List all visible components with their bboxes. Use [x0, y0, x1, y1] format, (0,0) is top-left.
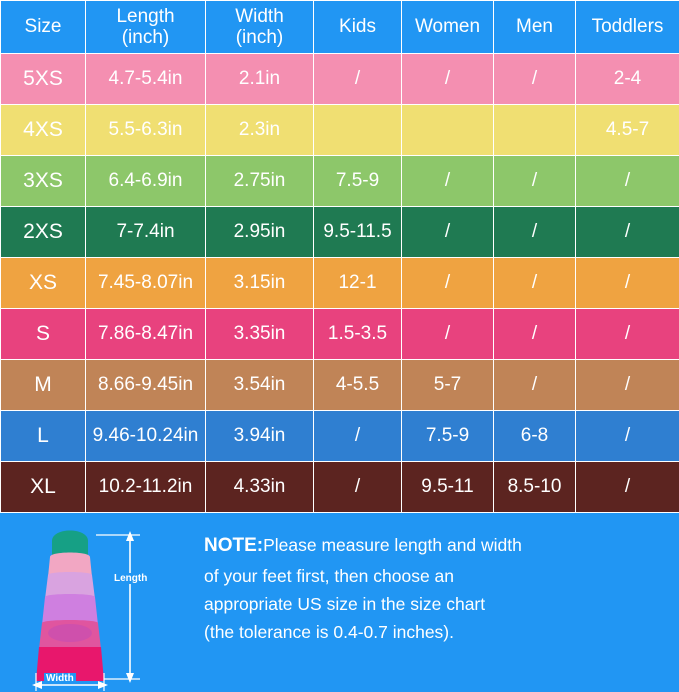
cell-width: 2.75in [206, 156, 314, 207]
table-row [1, 462, 679, 513]
cell-size: XL [1, 462, 86, 513]
cell-men: / [494, 258, 576, 309]
cell-women [402, 105, 494, 156]
table-row [1, 411, 679, 462]
note-label: NOTE: [204, 535, 263, 556]
note-line-1-text: Please measure length and width [263, 535, 522, 555]
cell-size: XS [1, 258, 86, 309]
cell-length: 8.66-9.45in [86, 360, 206, 411]
cell-length: 6.4-6.9in [86, 156, 206, 207]
cell-toddlers: / [576, 258, 679, 309]
table-header [1, 1, 679, 54]
width-dimension-label: Width [44, 673, 76, 684]
cell-kids: 12-1 [314, 258, 402, 309]
cell-kids: 7.5-9 [314, 156, 402, 207]
cell-men: / [494, 156, 576, 207]
cell-width: 2.3in [206, 105, 314, 156]
cell-toddlers: / [576, 309, 679, 360]
note-line-4: (the tolerance is 0.4-0.7 inches). [204, 618, 665, 646]
cell-men [494, 105, 576, 156]
cell-size: S [1, 309, 86, 360]
cell-length: 5.5-6.3in [86, 105, 206, 156]
cell-length: 4.7-5.4in [86, 54, 206, 105]
cell-toddlers: 2-4 [576, 54, 679, 105]
header-men: Men [494, 1, 576, 54]
cell-width: 3.35in [206, 309, 314, 360]
cell-women: 9.5-11 [402, 462, 494, 513]
table-row [1, 309, 679, 360]
cell-width: 2.95in [206, 207, 314, 258]
header-row [1, 1, 679, 54]
cell-men: / [494, 207, 576, 258]
header-length: Length (inch) [86, 1, 206, 54]
table-row [1, 207, 679, 258]
cell-kids [314, 105, 402, 156]
cell-women: / [402, 207, 494, 258]
swim-fin-icon [0, 513, 200, 692]
cell-women: 5-7 [402, 360, 494, 411]
note-line-3: appropriate US size in the size chart [204, 590, 665, 618]
cell-toddlers: / [576, 462, 679, 513]
cell-women: / [402, 309, 494, 360]
cell-length: 7.45-8.07in [86, 258, 206, 309]
length-dimension-label: Length [112, 573, 149, 584]
cell-men: / [494, 309, 576, 360]
cell-toddlers: / [576, 207, 679, 258]
note-line-2: of your feet first, then choose an [204, 562, 665, 590]
cell-length: 7.86-8.47in [86, 309, 206, 360]
header-women: Women [402, 1, 494, 54]
table-row [1, 54, 679, 105]
cell-size: 4XS [1, 105, 86, 156]
cell-size: 2XS [1, 207, 86, 258]
cell-width: 4.33in [206, 462, 314, 513]
cell-women: / [402, 54, 494, 105]
cell-women: / [402, 258, 494, 309]
cell-toddlers: 4.5-7 [576, 105, 679, 156]
note-section [0, 513, 679, 692]
table-row [1, 360, 679, 411]
cell-kids: / [314, 462, 402, 513]
cell-kids: / [314, 411, 402, 462]
cell-width: 2.1in [206, 54, 314, 105]
cell-kids: 1.5-3.5 [314, 309, 402, 360]
table-row [1, 156, 679, 207]
cell-men: / [494, 360, 576, 411]
cell-kids: 4-5.5 [314, 360, 402, 411]
cell-toddlers: / [576, 411, 679, 462]
header-width: Width (inch) [206, 1, 314, 54]
cell-women: 7.5-9 [402, 411, 494, 462]
table-row [1, 105, 679, 156]
cell-men: / [494, 54, 576, 105]
header-toddlers: Toddlers [576, 1, 679, 54]
cell-length: 9.46-10.24in [86, 411, 206, 462]
cell-width: 3.54in [206, 360, 314, 411]
cell-width: 3.15in [206, 258, 314, 309]
cell-women: / [402, 156, 494, 207]
cell-toddlers: / [576, 360, 679, 411]
cell-size: M [1, 360, 86, 411]
cell-size: 3XS [1, 156, 86, 207]
cell-men: 6-8 [494, 411, 576, 462]
cell-toddlers: / [576, 156, 679, 207]
cell-width: 3.94in [206, 411, 314, 462]
cell-kids: / [314, 54, 402, 105]
cell-size: L [1, 411, 86, 462]
cell-length: 10.2-11.2in [86, 462, 206, 513]
cell-size: 5XS [1, 54, 86, 105]
cell-kids: 9.5-11.5 [314, 207, 402, 258]
cell-men: 8.5-10 [494, 462, 576, 513]
header-size: Size [1, 1, 86, 54]
table-row [1, 258, 679, 309]
table-body [1, 54, 679, 513]
note-text [200, 513, 679, 647]
fin-illustration [0, 513, 200, 692]
cell-length: 7-7.4in [86, 207, 206, 258]
header-kids: Kids [314, 1, 402, 54]
note-line-1 [204, 531, 665, 562]
